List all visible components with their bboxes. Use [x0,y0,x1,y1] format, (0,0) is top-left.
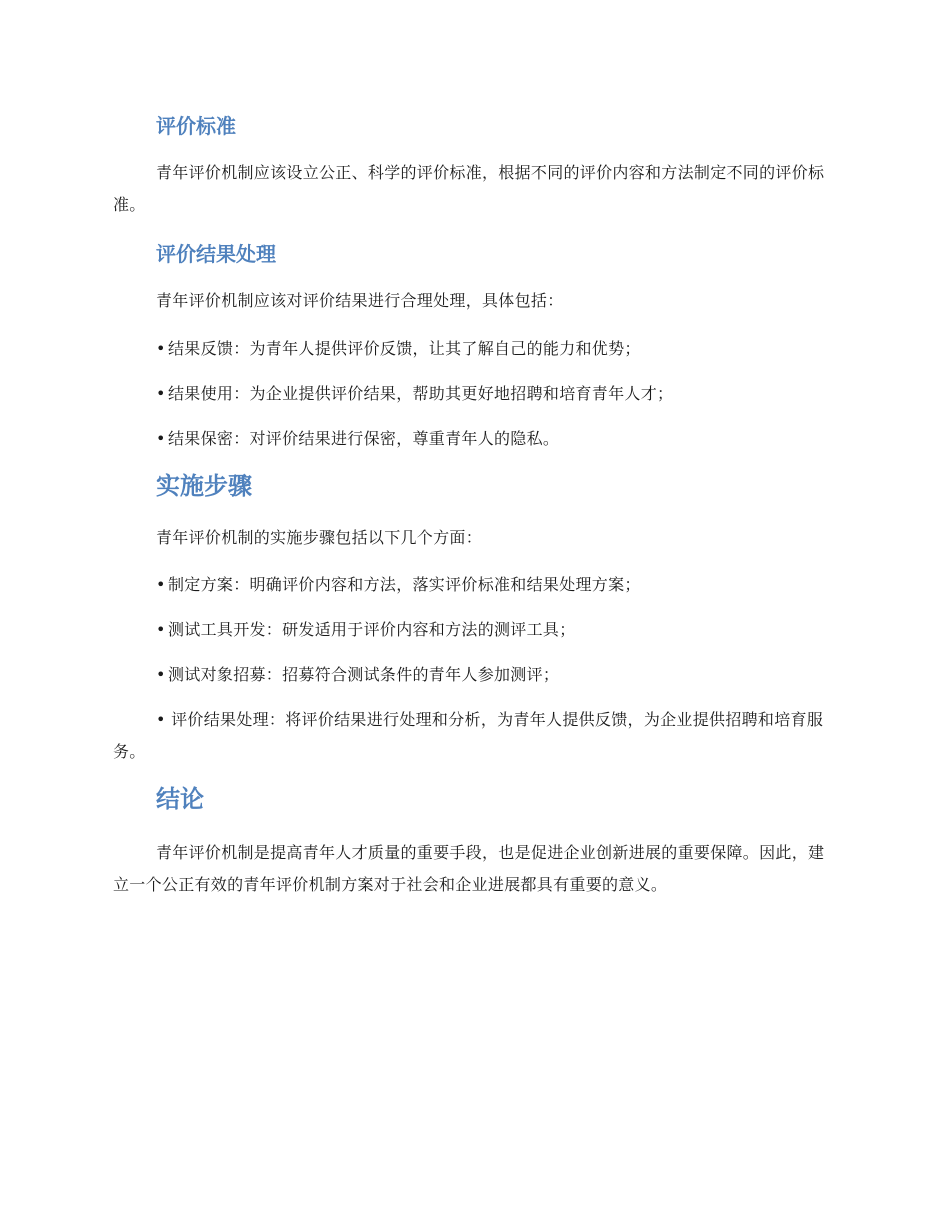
list-item-text: 测试工具开发：研发适用于评价内容和方法的测评工具； [168,620,576,639]
list-item [156,428,559,450]
list-item-wrapped: • 评价结果处理：将评价结果进行处理和分析，为青年人提供反馈，为企业提供招聘和培育服务。 [113,710,824,761]
list-item-text: 结果反馈：为青年人提供评价反馈，让其了解自己的能力和优势； [168,339,641,358]
list-item-text: 测试对象招募：招募符合测试条件的青年人参加测评； [168,665,560,684]
paragraph-standards: 青年评价机制应该设立公正、科学的评价标准，根据不同的评价内容和方法制定不同的评价标准。 [113,163,825,214]
list-item-text: 结果使用：为企业提供评价结果，帮助其更好地招聘和培育青年人才； [168,384,674,403]
paragraph-results-intro: 青年评价机制应该对评价结果进行合理处理，具体包括： [156,291,564,310]
list-item [156,619,576,641]
bullet-icon: • [156,339,166,358]
heading-results: 评价结果处理 [156,242,276,266]
list-item [156,383,673,405]
paragraph-conclusion: 青年评价机制是提高青年人才质量的重要手段，也是促进企业创新进展的重要保障。因此，建立一个公正有效的青年评价机制方案对于社会和企业进展都具有重要的意义。 [113,843,825,894]
bullet-icon: • [156,384,166,403]
bullet-icon: • [156,665,166,684]
bullet-icon: • [156,575,166,594]
list-item [156,574,641,596]
heading-conclusion: 结论 [156,785,204,813]
list-item [156,664,559,686]
list-item [156,338,641,360]
list-item-text: 结果保密：对评价结果进行保密，尊重青年人的隐私。 [168,429,560,448]
heading-steps: 实施步骤 [156,472,252,500]
bullet-icon: • [156,620,166,639]
paragraph-steps-intro: 青年评价机制的实施步骤包括以下几个方面： [156,528,483,547]
heading-standards: 评价标准 [156,114,236,138]
bullet-icon: • [156,429,166,448]
list-item-text: 制定方案：明确评价内容和方法，落实评价标准和结果处理方案； [168,575,641,594]
